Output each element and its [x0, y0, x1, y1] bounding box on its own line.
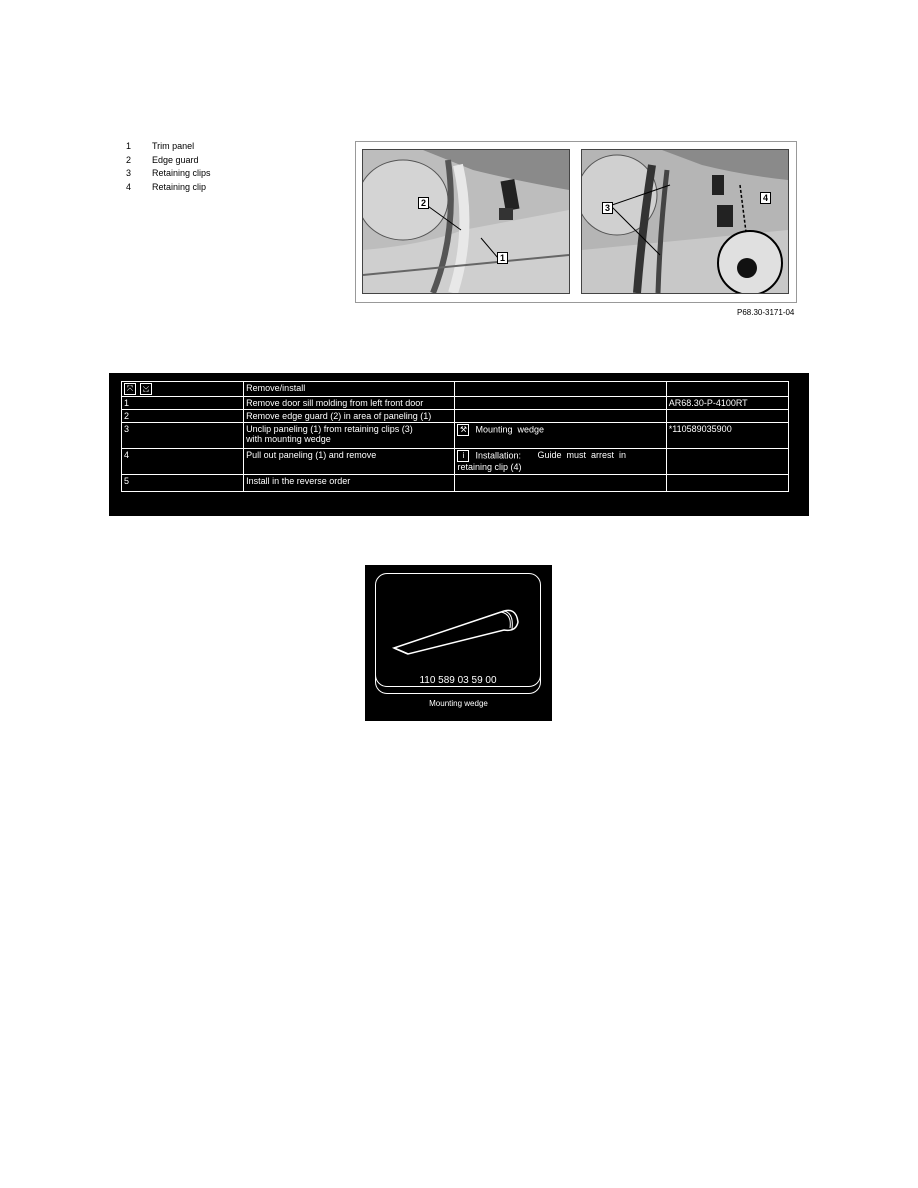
legend-item	[126, 154, 211, 168]
tool-number: 110 589 03 59 00	[419, 675, 497, 686]
step-action-line: with mounting wedge	[246, 434, 331, 444]
step-note-text: retaining clip (4)	[457, 462, 522, 472]
step-note-text: Installation:	[475, 450, 522, 461]
install-icon: ⤩	[140, 383, 152, 395]
step-note	[455, 423, 666, 449]
figure-reference: P68.30-3171-04	[737, 308, 795, 317]
legend-label: Retaining clip	[152, 181, 207, 192]
table-row	[122, 449, 789, 475]
legend-label: Retaining clips	[152, 168, 211, 178]
table-title: Remove/install	[244, 382, 455, 397]
step-number: 5	[122, 475, 244, 492]
step-reference	[666, 410, 788, 423]
step-number: 1	[122, 397, 244, 410]
step-note	[455, 397, 666, 410]
step-action: Remove edge guard (2) in area of paneling (1)	[244, 410, 455, 423]
tool-name: Mounting wedge	[429, 699, 488, 708]
legend-item	[126, 167, 211, 181]
step-number: 3	[122, 423, 244, 449]
step-number: 2	[122, 410, 244, 423]
callout-label: 4	[760, 192, 771, 204]
table-row	[122, 397, 789, 410]
step-action: Remove door sill molding from left front door	[244, 397, 455, 410]
legend	[126, 140, 211, 194]
step-action-line: Unclip paneling (1) from retaining clips (3)	[246, 424, 413, 434]
callout-label: 1	[497, 252, 508, 264]
legend-item	[126, 140, 211, 154]
legend-number: 2	[126, 154, 132, 165]
remove-icon: ⤧	[124, 383, 136, 395]
step-reference-link[interactable]: AR68.30-P-4100RT	[666, 397, 788, 410]
step-action: Install in the reverse order	[244, 475, 455, 492]
legend-number: 1	[126, 141, 132, 151]
figure	[355, 141, 797, 303]
legend-label: Trim panel	[152, 141, 195, 151]
step-note-text: Mounting wedge	[475, 424, 545, 435]
step-note-text: Guide must arrest in	[537, 450, 627, 461]
steps-table-panel	[109, 373, 809, 516]
info-icon: i	[457, 450, 469, 462]
table-row	[122, 475, 789, 492]
step-note	[455, 410, 666, 423]
step-reference-link[interactable]: *110589035900	[666, 423, 788, 449]
step-note	[455, 475, 666, 492]
legend-label: Edge guard	[152, 154, 199, 165]
step-note	[455, 449, 666, 475]
step-action: Pull out paneling (1) and remove	[244, 449, 455, 475]
steps-table	[121, 381, 789, 492]
legend-number: 4	[126, 181, 132, 192]
tool-icon: ⚒	[457, 424, 469, 436]
tool-card	[365, 565, 552, 721]
step-reference	[666, 475, 788, 492]
table-header-row	[122, 382, 789, 397]
legend-number: 3	[126, 168, 132, 178]
table-row	[122, 423, 789, 449]
table-row	[122, 410, 789, 423]
step-number: 4	[122, 449, 244, 475]
callout-label: 2	[418, 197, 429, 209]
step-reference	[666, 449, 788, 475]
tool-illustration-frame	[375, 573, 541, 687]
photo-right	[581, 149, 789, 294]
photo-left	[362, 149, 570, 294]
mounting-wedge-icon	[376, 574, 540, 674]
callout-label: 3	[602, 202, 613, 214]
legend-item	[126, 181, 211, 195]
step-action	[244, 423, 455, 449]
